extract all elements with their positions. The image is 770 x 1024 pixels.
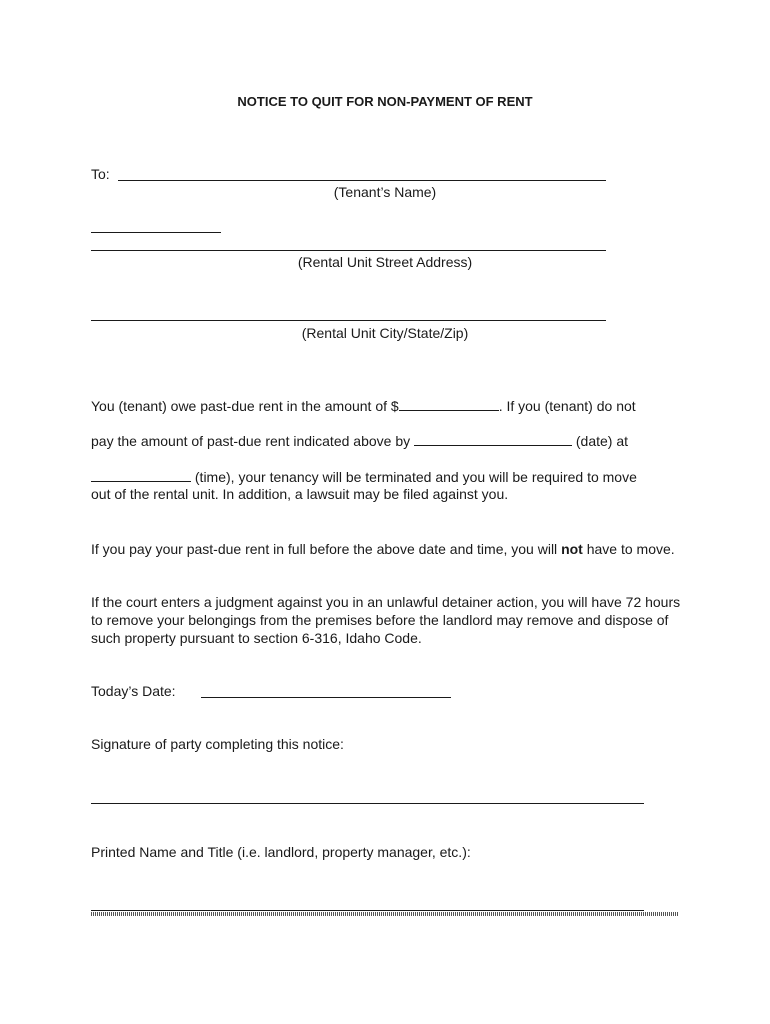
- time-text: (time), your tenancy will be terminated and you will be required to move: [194, 469, 637, 485]
- signature-label: Signature of party completing this notice:: [91, 736, 344, 752]
- rent-owed-text-2: . If you (tenant) do not: [498, 398, 636, 414]
- amount-field[interactable]: [399, 397, 499, 411]
- address-short-line[interactable]: [91, 232, 221, 233]
- signature-field[interactable]: [91, 803, 644, 804]
- time-line: [91, 468, 637, 485]
- printed-name-label: Printed Name and Title (i.e. landlord, property manager, etc.):: [91, 844, 471, 860]
- printed-name-field[interactable]: [91, 910, 644, 911]
- pay-in-full-text: If you pay your past-due rent in full before the above date and time, you will: [91, 541, 562, 557]
- pay-in-full-text-2: have to move.: [582, 541, 675, 557]
- printed-name-underline-artifact: [91, 912, 679, 916]
- tenant-name-field[interactable]: [118, 180, 606, 181]
- rent-owed-text: You (tenant) owe past-due rent in the amount of $: [91, 398, 399, 414]
- date-label: (date) at: [575, 433, 629, 449]
- notice-title: NOTICE TO QUIT FOR NON-PAYMENT OF RENT: [237, 94, 533, 109]
- todays-date-label: Today’s Date:: [91, 683, 176, 699]
- date-field[interactable]: [414, 432, 572, 446]
- city-state-zip-field[interactable]: [91, 320, 606, 321]
- pay-in-full-paragraph: [91, 540, 691, 558]
- todays-date-field[interactable]: [201, 697, 451, 698]
- pay-by-line: [91, 432, 628, 449]
- address-field[interactable]: [91, 250, 606, 251]
- to-label: To:: [91, 166, 110, 182]
- court-judgment-paragraph: If the court enters a judgment against you in an unlawful detainer action, you will have 72 hours to remove your belongings from the premises before the landlord may remove and dispose of such property pursuant to section 6-316, Idaho Code.: [91, 594, 681, 646]
- lawsuit-line: out of the rental unit. In addition, a lawsuit may be filed against you.: [91, 486, 509, 502]
- city-state-zip-caption: (Rental Unit City/State/Zip): [301, 325, 469, 341]
- address-caption: (Rental Unit Street Address): [297, 254, 473, 270]
- tenant-name-caption: (Tenant’s Name): [333, 184, 437, 200]
- rent-owed-line: [91, 397, 636, 414]
- time-field[interactable]: [91, 468, 191, 482]
- pay-by-text: pay the amount of past-due rent indicated above by: [91, 433, 411, 449]
- not-emphasis: not: [561, 541, 583, 557]
